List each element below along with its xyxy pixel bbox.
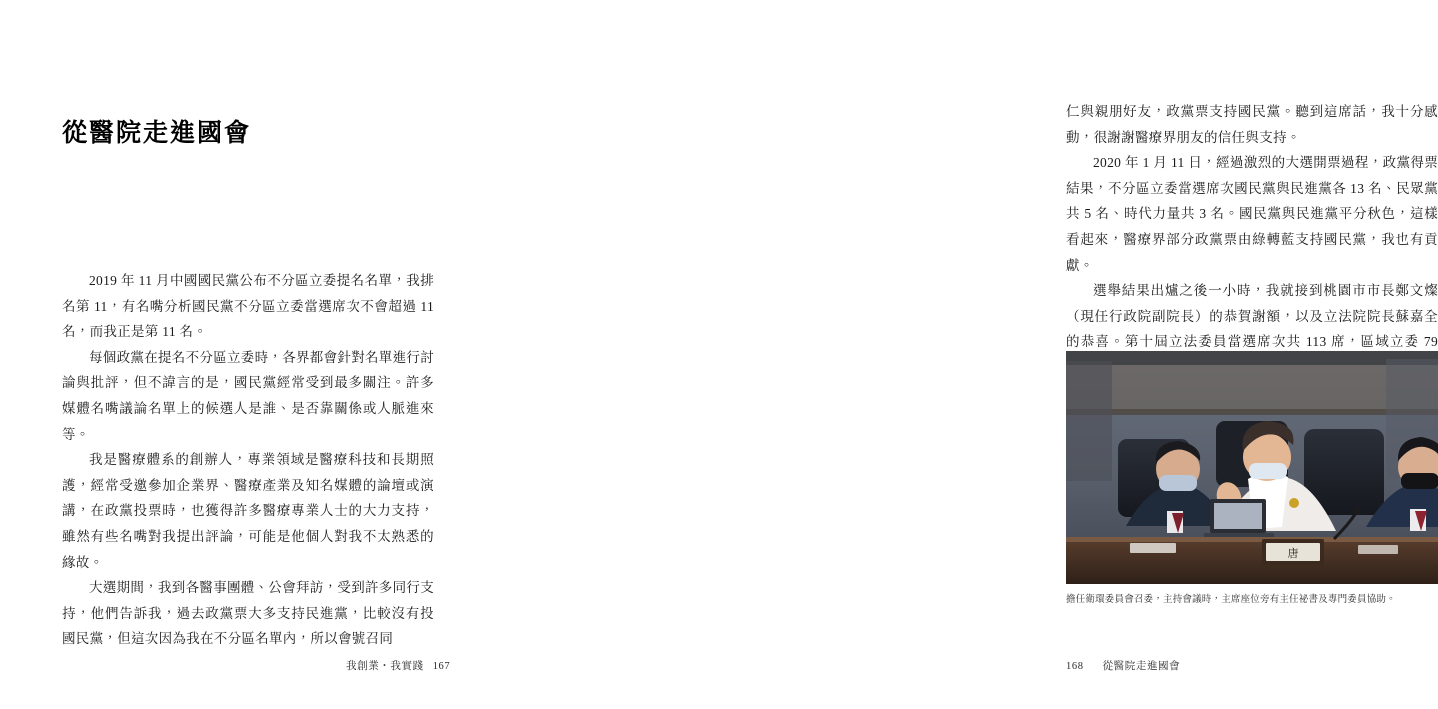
left-page	[0, 0, 500, 709]
footer-book-title: 我創業・我實踐	[346, 661, 424, 672]
committee-meeting-photo	[1066, 351, 1438, 584]
left-page-footer	[346, 658, 450, 673]
right-page-footer	[1066, 658, 1180, 673]
paragraph: 每個政黨在提名不分區立委時，各界都會針對名單進行討論與批評，但不諱言的是，國民黨經常受到最多關注。許多媒體名嘴議論名單上的候選人是誰、是否靠關係或人脈進來等。	[62, 349, 434, 442]
page-title: 從醫院走進國會	[62, 119, 252, 147]
footer-page-number: 167	[432, 661, 451, 672]
svg-text:唐: 唐	[1287, 547, 1299, 560]
paragraph: 仁與親朋好友，政黨票支持國民黨。聽到這席話，我十分感動，很謝謝醫療界朋友的信任與支持。	[1066, 104, 1438, 145]
right-body-column	[1066, 99, 1438, 381]
footer-chapter-title: 從醫院走進國會	[1102, 661, 1181, 672]
footer-page-number: 168	[1066, 661, 1084, 672]
photo-figure	[1066, 351, 1438, 607]
paragraph: 選舉結果出爐之後一小時，我就接到桃園市市長鄭文燦（現任行政院副院長）的恭賀謝額，以及立法院院長蘇嘉全的恭喜。第十屆立法委員當選席次共 113 席，區域立委 79	[1066, 283, 1438, 350]
paragraph: 大選期間，我到各醫事團體、公會拜訪，受到許多同行支持，他們告訴我，過去政黨票大多支持民進黨，比較沒有投國民黨，但這次因為我在不分區名單內，所以會號召同	[62, 580, 434, 647]
paragraph: 2020 年 1 月 11 日，經過激烈的大選開票過程，政黨得票結果，不分區立委當選席次國民黨與民進黨各 13 名、民眾黨共 5 名、時代力量共 3 名。國民黨與民進黨平分秋色，這樣看起來，醫療界部分政黨票由綠轉藍支持國民黨，我也有貢獻。	[1066, 155, 1438, 273]
paragraph: 2019 年 11 月中國國民黨公布不分區立委提名名單，我排名第 11，有名嘴分析國民黨不分區立委當選席次不會超過 11 名，而我正是第 11 名。	[62, 273, 434, 340]
right-page	[500, 0, 1438, 709]
photo-caption: 擔任衛環委員會召委，主持會議時，主席座位旁有主任祕書及專門委員協助。	[1066, 595, 1396, 605]
paragraph: 我是醫療體系的創辦人，專業領域是醫療科技和長期照護，經常受邀參加企業界、醫療產業及知名媒體的論壇或演講，在政黨投票時，也獲得許多醫療專業人士的大力支持，雖然有些名嘴對我提出評論，可能是他個人對我不太熟悉的緣故。	[62, 452, 434, 570]
left-body-column	[62, 268, 434, 652]
